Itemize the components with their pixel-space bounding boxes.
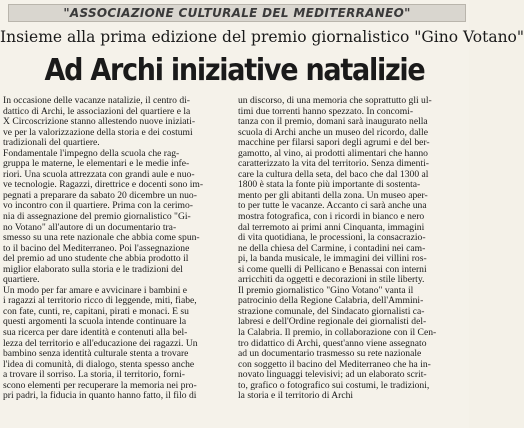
article-text-line: ad un documentario trasmesso su rete nazionale — [238, 348, 422, 360]
article-text-line: Un modo per far amare e avvicinare i bambini e — [3, 284, 188, 296]
article-text-line: dattico di Archi, le associazioni del quartiere e la — [3, 105, 191, 117]
article-text-line: pi, la banda musicale, le immagini dei villini ros- — [238, 253, 427, 265]
article-text-line: mento per gli abitanti della zona. Un museo aper- — [238, 189, 428, 201]
article-text-line: timi due torrenti hanno spezzato. In concomi- — [238, 105, 414, 117]
article-text-line: scuola di Archi anche un museo del ricordo, dalle — [238, 126, 428, 138]
article-text-line: macchine per filarsi sapori degli agrumi e del ber- — [238, 137, 430, 149]
article-text-line: si come quelli di Pellicano e Benassai con interni — [238, 263, 427, 275]
article-text-line: un discorso, di una memoria che soprattutto gli ul- — [238, 95, 432, 106]
article-text-line: miglior elaborato sulla storia e le tradizioni del — [3, 263, 183, 275]
article-text-line: 1800 è stata la fonte più importante di sostenta- — [238, 179, 421, 191]
article-text-line: smesso su una rete nazionale che abbia come spun- — [3, 232, 200, 244]
article-text-line: In occasione delle vacanze natalizie, il centro di- — [3, 95, 190, 106]
article-column-right — [238, 96, 468, 402]
article-text-line: vo incontro con il quartiere. Prima con la cerimo- — [3, 200, 193, 212]
article-text-line: la storia e il territorio di Archi — [238, 390, 354, 402]
article-text-line: lezza del territorio e all'educazione dei ragazzi. Un — [3, 337, 198, 349]
article-text-line: arricchiti da oggetti e decorazioni in stile liberty. — [238, 274, 425, 286]
article-text-line: mostra fotografica, con i ricordi in bianco e nero — [238, 211, 425, 223]
article-text-line: pri padri, la fiducia in quanto hanno fatto, il filo di — [3, 390, 197, 402]
article-text-line: di vita quotidiana, le processioni, la consacrazio- — [238, 232, 426, 244]
article-text-line: la Calabria. Il premio, in collaborazione con il Cen- — [238, 327, 437, 339]
article-text-line: labresi e dell'Ordine regionale dei giornalisti del- — [238, 316, 427, 328]
article-text-line: care la cultura della seta, del baco che dal 1300 al — [238, 168, 429, 180]
article-text-line: ve tecnologie. Ragazzi, direttrice e docenti sono im- — [3, 179, 204, 191]
kicker-banner: "ASSOCIAZIONE CULTURALE DEL MEDITERRANEO" — [8, 4, 466, 22]
article-text-line: novato linguaggi televisivi; ad un elaborato scrit- — [238, 369, 427, 381]
article-headline: Ad Archi iniziative natalizie — [44, 53, 425, 88]
article-text-line: dal terremoto ai primi anni Cinquanta, immagini — [238, 221, 425, 233]
article-text-line: Il premio giornalistico "Gino Votano" vanta il — [238, 284, 414, 296]
article-text-line: to per tutte le vacanze. Accanto ci sarà anche una — [238, 200, 427, 212]
article-text-line: ve per la valorizzazione della storia e dei costumi — [3, 126, 193, 138]
article-text-line: to, grafico o fotografico sui costumi, le tradizioni, — [238, 379, 430, 391]
article-column-left — [3, 96, 233, 402]
article-text-line: l'idea di comunità, di dialogo, stenta spesso anche — [3, 358, 195, 370]
article-text-line: sua ricerca per dare identità e contenuti alla bel- — [3, 327, 188, 339]
article-text-line: gamotto, al vino, ai prodotti alimentari che hanno — [238, 147, 428, 159]
article-text-line: a trovare il sorriso. La storia, il territorio, forni- — [3, 369, 185, 381]
article-text-line: patrocinio della Regione Calabria, dell'Ammini- — [238, 295, 424, 307]
article-text-line: strazione comunale, del Sindacato giornalisti ca- — [238, 305, 425, 317]
article-text-line: no Votano" all'autore di un documentario tra- — [3, 221, 177, 233]
article-text-line: con fate, cunti, re, capitani, pirati e monaci. E su — [3, 305, 189, 317]
article-text-line: gruppa le materne, le elementari e le medie infe- — [3, 158, 190, 170]
article-text-line: ne della chiesa del Carmine, i contadini nei cam- — [238, 242, 426, 254]
article-text-line: nia di assegnazione del premio giornalistico "Gi- — [3, 211, 191, 223]
article-text-line: i ragazzi al territorio ricco di leggende, miti, fiabe, — [3, 295, 197, 307]
article-text-line: tanza con il premio, domani sarà inaugurato nella — [238, 116, 428, 128]
article-text-line: pegnati a preparare da sabato 20 dicembre un nuo- — [3, 189, 197, 201]
article-text-line: bambino senza identità culturale stenta a trovare — [3, 348, 189, 360]
article-text-line: quartiere. — [3, 274, 40, 286]
article-text-line: questi argomenti la scuola intende continuare la — [3, 316, 187, 328]
article-text-line: del premio ad uno studente che abbia prodotto il — [3, 253, 189, 265]
article-subtitle: Insieme alla prima edizione del premio giornalistico "Gino Votano" — [0, 28, 524, 46]
article-text-line: to il bacino del Mediterraneo. Poi l'assegnazione — [3, 242, 190, 254]
article-text-line: tradizionali del quartiere. — [3, 137, 100, 149]
article-text-line: X Circoscrizione stanno allestendo nuove iniziati- — [3, 116, 196, 128]
article-text-line: caratterizzato la vita del territorio. Senza dimenti- — [238, 158, 429, 170]
article-text-line: Fondamentale l'impegno della scuola che rag- — [3, 147, 180, 159]
article-text-line: riori. Una scuola attrezzata con grandi aule e nuo- — [3, 168, 195, 180]
article-text-line: scono elementi per recuperare la memoria nei pro- — [3, 379, 197, 391]
article-text-line: con soggetto il bacino del Mediterraneo che ha in- — [238, 358, 431, 370]
article-text-line: tro didattico di Archi, quest'anno viene assegnato — [238, 337, 427, 349]
